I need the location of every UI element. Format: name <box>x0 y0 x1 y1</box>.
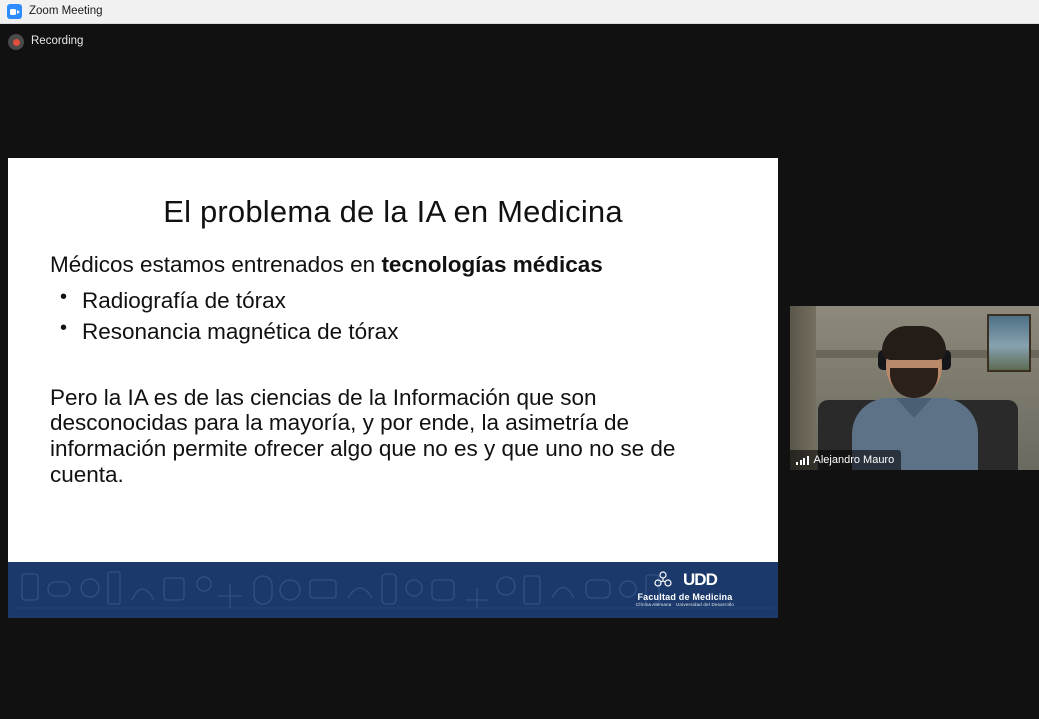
udd-logo <box>636 570 734 607</box>
wall-picture <box>987 314 1031 372</box>
shared-slide <box>8 158 778 618</box>
recording-label: Recording <box>31 35 84 48</box>
participant-video-tile[interactable] <box>790 306 1039 470</box>
slide-paragraph: Pero la IA es de las ciencias de la Información que son desconocidas para la mayoría, y por ende, la asimetría de información permite ofrecer algo que no es y que uno no se de cuenta. <box>50 384 676 487</box>
slide-lead-bold: tecnologías médicas <box>381 252 603 277</box>
list-item: • Resonancia magnética de tórax <box>50 316 736 347</box>
door-shape <box>790 306 816 470</box>
zoom-logo-icon <box>7 4 22 19</box>
udd-logo-row <box>653 570 717 590</box>
participant-name-bar <box>790 450 901 470</box>
slide-bullet-list <box>50 285 736 347</box>
slide-body <box>8 252 778 487</box>
udd-university-label: Clínica Alemana · Universidad del Desarrollo <box>635 602 734 607</box>
slide-lead-plain: Médicos estamos entrenados en <box>50 252 382 277</box>
recording-indicator[interactable] <box>8 34 83 50</box>
participant-hair <box>882 326 946 360</box>
udd-faculty-label: Facultad de Medicina <box>637 592 733 602</box>
meeting-stage <box>0 24 1039 719</box>
window-titlebar <box>0 0 1039 24</box>
record-icon <box>8 34 24 50</box>
list-item: • Radiografía de tórax <box>50 285 736 316</box>
window-title: Zoom Meeting <box>29 4 103 17</box>
slide-footer-band <box>8 562 778 618</box>
udd-wordmark: UDD <box>683 570 717 589</box>
signal-strength-icon <box>796 455 809 465</box>
flower-mark-icon <box>653 570 673 590</box>
slide-lead <box>50 252 736 279</box>
participant-name: Alejandro Mauro <box>813 453 895 466</box>
slide-title: El problema de la IA en Medicina <box>163 194 623 229</box>
